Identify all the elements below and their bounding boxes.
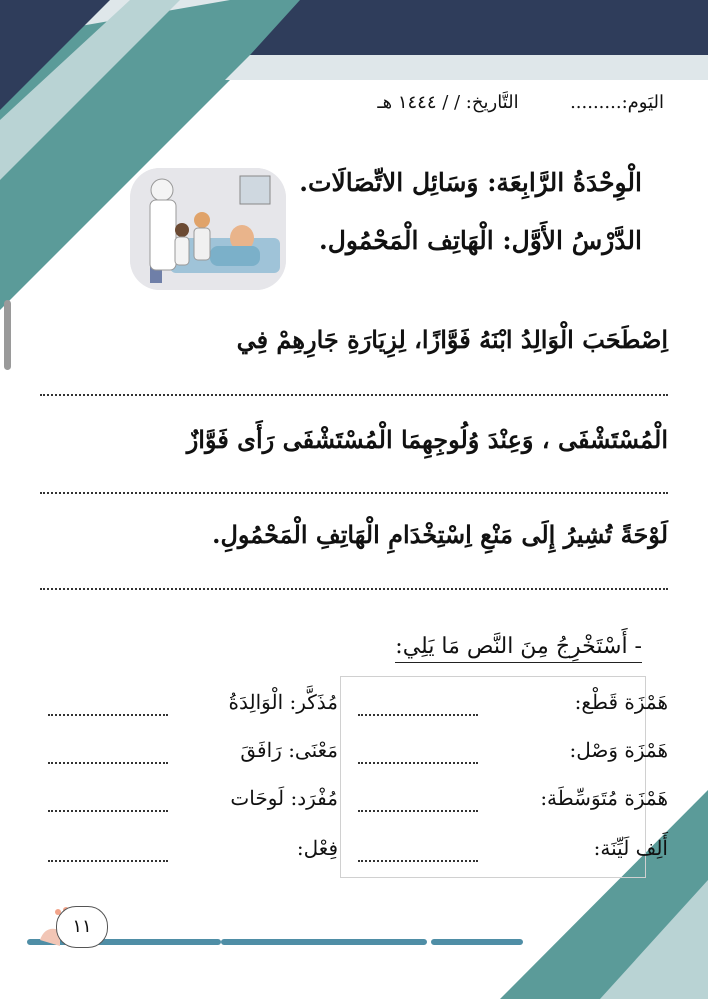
answer-field[interactable] <box>358 860 478 862</box>
answer-field[interactable] <box>48 810 168 812</box>
exercise-row <box>38 738 668 774</box>
exercise-label: هَمْزَة وَصْل: <box>569 738 668 762</box>
lesson-title: الدَّرْسُ الأَوَّل: الْهَاتِف الْمَحْمُول. <box>319 226 642 255</box>
exercise-example: مُذَكَّر: الْوَالِدَةُ <box>228 690 338 714</box>
writing-line-2[interactable] <box>40 492 668 494</box>
paragraph-line-3: لَوْحَةً تُشِيرُ إِلَى مَنْعِ اِسْتِخْدَامِ الْهَاتِفِ الْمَحْمُولِ. <box>212 520 668 549</box>
exercise-row <box>38 786 668 822</box>
scrollbar-thumb[interactable] <box>4 300 11 370</box>
instruction-text: - أَسْتَخْرِجُ مِنَ النَّص مَا يَلِي: <box>395 634 642 663</box>
exercise-row <box>38 690 668 726</box>
exercise-label: هَمْزَة قَطْع: <box>574 690 668 714</box>
exercise-example: مُفْرَد: لَوحَات <box>230 786 338 810</box>
date-label: التَّاريخ: / / ١٤٤٤ هـ <box>377 92 519 113</box>
answer-field[interactable] <box>48 860 168 862</box>
exercise-example: فِعْل: <box>296 836 338 860</box>
hospital-visit-illustration <box>130 168 286 290</box>
unit-title: الْوِحْدَةُ الرَّابِعَة: وَسَائِل الاتِّصَالَات. <box>299 168 642 197</box>
date-header <box>377 92 664 113</box>
answer-field[interactable] <box>358 810 478 812</box>
page-number: ١١ <box>56 906 108 948</box>
answer-field[interactable] <box>48 714 168 716</box>
paragraph-line-1: اِصْطَحَبَ الْوَالِدُ ابْنَهُ فَوَّازًا، لِزِيَارَةِ جَارِهِمْ فِي <box>236 325 668 354</box>
day-label: اليَوم:......... <box>570 92 664 113</box>
paragraph-line-2: الْمُسْتَشْفَى ، وَعِنْدَ وُلُوجِهِمَا الْمُسْتَشْفَى رَأَى فَوَّازٌ <box>186 425 668 454</box>
answer-field[interactable] <box>358 714 478 716</box>
writing-line-1[interactable] <box>40 394 668 396</box>
exercise-label: أَلِف لَيِّنَة: <box>593 836 668 860</box>
writing-line-3[interactable] <box>40 588 668 590</box>
exercise-example: مَعْنَى: رَافَقَ <box>240 738 338 762</box>
instruction <box>395 634 642 659</box>
answer-field[interactable] <box>358 762 478 764</box>
answer-field[interactable] <box>48 762 168 764</box>
exercise-label: هَمْزَة مُتَوَسِّطَة: <box>540 786 668 810</box>
exercise-row <box>38 836 668 872</box>
